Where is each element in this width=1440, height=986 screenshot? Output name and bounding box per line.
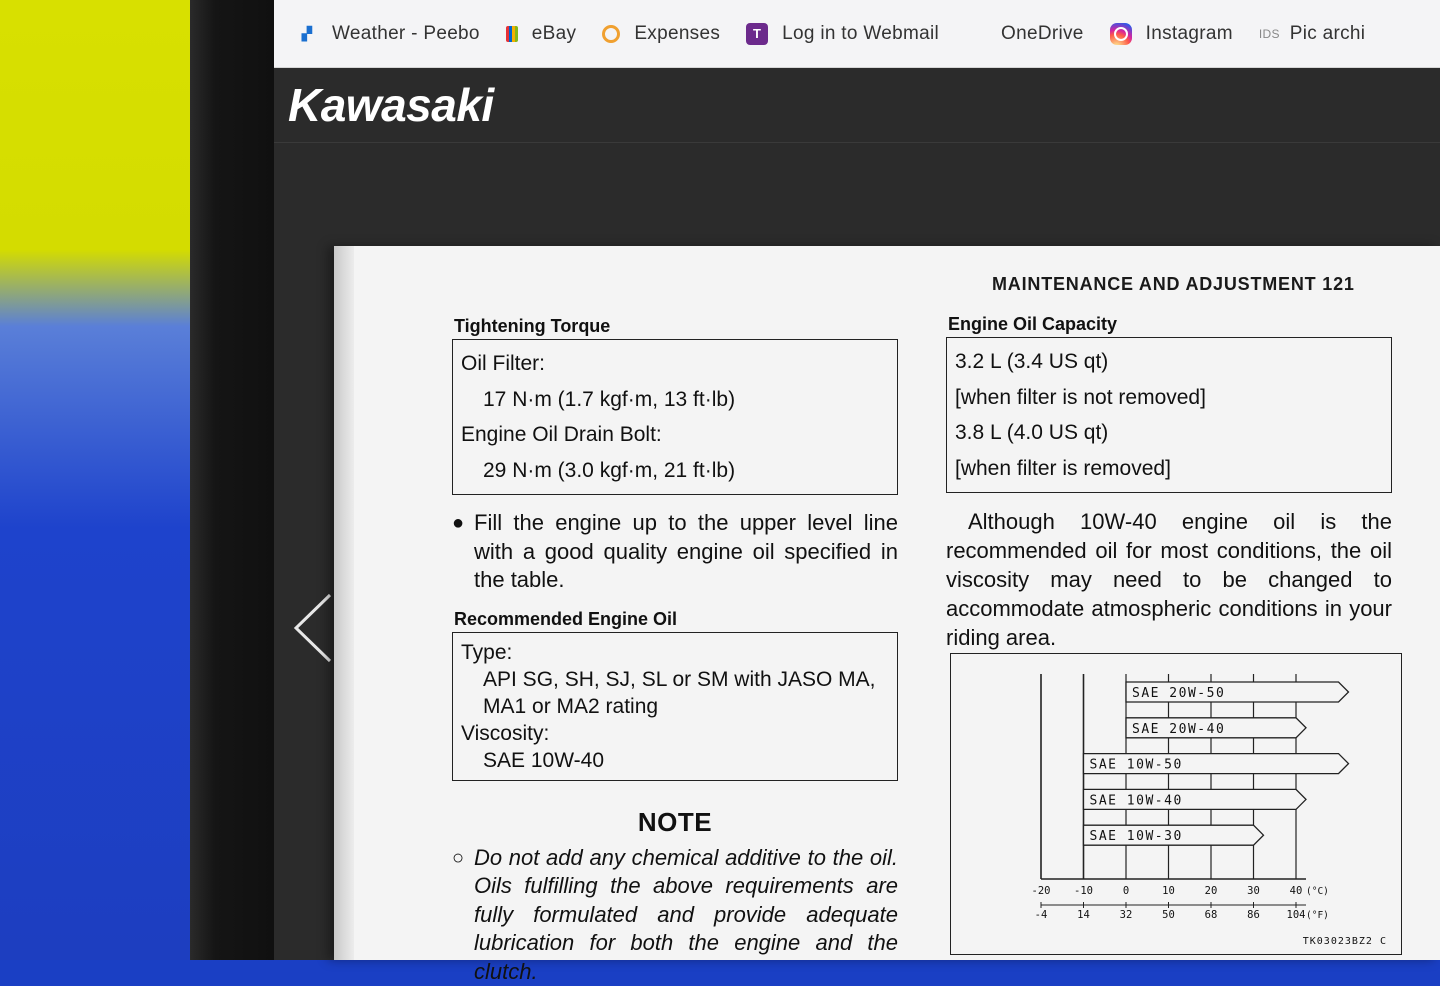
type-label: Type: — [461, 639, 889, 666]
kawasaki-logo[interactable]: Kawasaki — [288, 78, 494, 132]
running-head: MAINTENANCE AND ADJUSTMENT 121 — [992, 274, 1355, 295]
bookmark-webmail[interactable]: T Log in to Webmail — [746, 23, 939, 45]
x-tick-label-c: 20 — [1205, 885, 1218, 897]
x-tick-label-f: -4 — [1035, 909, 1048, 921]
bar-label: SAE 10W-30 — [1090, 829, 1183, 844]
note-title: NOTE — [452, 807, 898, 838]
fill-instruction: ● Fill the engine up to the upper level line with a good quality engine oil specified in the table. — [452, 509, 898, 595]
capacity-line-4: [when filter is removed] — [955, 451, 1383, 487]
bar-label: SAE 10W-50 — [1090, 758, 1183, 773]
website — [274, 68, 1440, 960]
drain-bolt-value: 29 N·m (3.0 kgf·m, 21 ft·lb) — [461, 453, 889, 489]
background-blur — [0, 0, 210, 960]
x-tick-label-f: 14 — [1077, 909, 1090, 921]
circle-bullet-icon: ○ — [452, 844, 474, 986]
bar-label: SAE 20W-50 — [1132, 686, 1225, 701]
viscosity-value: SAE 10W-40 — [461, 747, 889, 774]
type-value: API SG, SH, SJ, SL or SM with JASO MA, MA1 or MA2 rating — [461, 666, 889, 720]
x-tick-label-c: 30 — [1247, 885, 1260, 897]
recommended-oil-box — [452, 632, 898, 781]
x-tick-label-f: 50 — [1162, 909, 1175, 921]
left-column — [452, 316, 898, 986]
instagram-icon — [1110, 23, 1132, 45]
x-tick-label-c: 0 — [1123, 885, 1129, 897]
viscosity-chart-svg — [951, 654, 1401, 954]
expenses-icon — [602, 25, 620, 43]
torque-title: Tightening Torque — [454, 316, 898, 337]
header-divider — [274, 142, 1440, 143]
torque-box — [452, 339, 898, 495]
figure-code: TK03023BZ2 C — [1303, 936, 1387, 947]
webmail-t-icon: T — [746, 23, 768, 45]
x-tick-label-c: 40 — [1290, 885, 1303, 897]
ebay-icon — [506, 26, 518, 42]
onedrive-icon — [965, 23, 987, 45]
bookmarks-bar — [274, 0, 1440, 68]
bookmark-ebay[interactable]: eBay — [506, 23, 577, 45]
x-tick-label-c: 10 — [1162, 885, 1175, 897]
note-text: ○ Do not add any chemical additive to the oil. Oils fulfilling the above requirements are fully formulated and provide adequate lubrication for both the engine and the clutch. — [452, 844, 898, 986]
unit-f: (°F) — [1306, 910, 1329, 921]
bullet-icon: ● — [452, 509, 474, 595]
weather-icon: ▞ — [296, 23, 318, 45]
x-tick-label-f: 104 — [1287, 909, 1306, 921]
capacity-line-1: 3.2 L (3.4 US qt) — [955, 344, 1383, 380]
recommended-oil-title: Recommended Engine Oil — [454, 609, 898, 630]
viscosity-label: Viscosity: — [461, 720, 889, 747]
page-fold — [334, 246, 354, 960]
x-tick-label-c: -10 — [1074, 885, 1093, 897]
capacity-box — [946, 337, 1392, 493]
bar-label: SAE 20W-40 — [1132, 722, 1225, 737]
manual-page — [334, 246, 1440, 960]
viscosity-chart — [950, 653, 1402, 955]
previous-page-arrow-icon[interactable] — [292, 593, 336, 663]
x-tick-label-c: -20 — [1032, 885, 1051, 897]
capacity-title: Engine Oil Capacity — [948, 314, 1392, 335]
monitor-bezel — [190, 0, 274, 960]
bookmark-onedrive[interactable]: OneDrive — [965, 23, 1084, 45]
right-column — [946, 314, 1392, 666]
drain-bolt-label: Engine Oil Drain Bolt: — [461, 417, 889, 453]
ids-icon: IDS — [1259, 23, 1280, 45]
x-tick-label-f: 86 — [1247, 909, 1260, 921]
bookmark-expenses[interactable]: Expenses — [602, 23, 720, 45]
bookmark-instagram[interactable]: Instagram — [1110, 23, 1233, 45]
unit-c: (°C) — [1306, 886, 1329, 897]
viscosity-paragraph: Although 10W-40 engine oil is the recommended oil for most conditions, the oil viscosity may need to be changed to accommodate atmospheric conditions in your riding area. — [946, 507, 1392, 652]
capacity-line-3: 3.8 L (4.0 US qt) — [955, 415, 1383, 451]
x-tick-label-f: 68 — [1205, 909, 1218, 921]
capacity-line-2: [when filter is not removed] — [955, 380, 1383, 416]
bar-label: SAE 10W-40 — [1090, 793, 1183, 808]
bookmark-weather[interactable]: ▞ Weather - Peebo — [296, 23, 480, 45]
x-tick-label-f: 32 — [1120, 909, 1133, 921]
oil-filter-value: 17 N·m (1.7 kgf·m, 13 ft·lb) — [461, 382, 889, 418]
bookmark-pic-archive[interactable]: IDS Pic archi — [1259, 23, 1365, 45]
oil-filter-label: Oil Filter: — [461, 346, 889, 382]
